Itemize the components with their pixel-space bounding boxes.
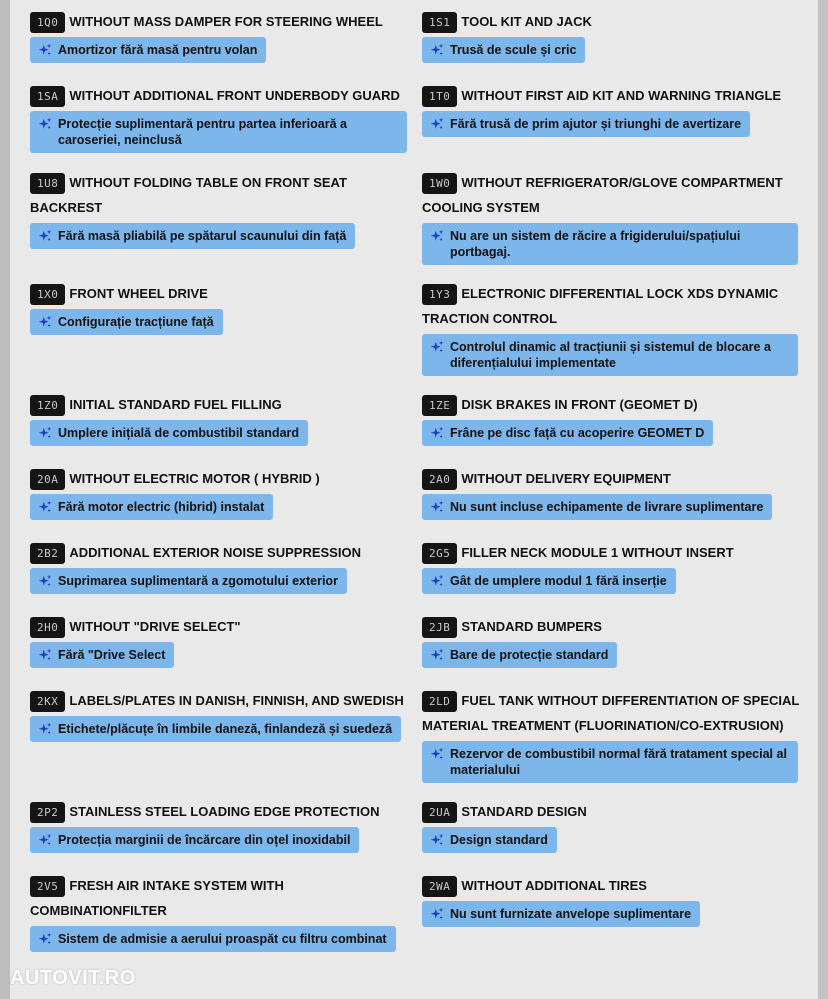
option-title: STANDARD BUMPERS — [461, 619, 602, 634]
option-code: 2G5 — [422, 543, 457, 564]
equipment-item-2ua — [422, 799, 802, 853]
option-title: FRONT WHEEL DRIVE — [69, 286, 208, 301]
sparkle-icon — [430, 340, 444, 354]
sparkle-icon — [38, 574, 52, 588]
equipment-item-2wa — [422, 873, 802, 927]
option-description: Fără motor electric (hibrid) instalat — [30, 494, 273, 520]
sparkle-icon — [38, 500, 52, 514]
sparkle-icon — [430, 747, 444, 761]
equipment-item-2ld — [422, 688, 802, 783]
equipment-item-2v5 — [30, 873, 410, 952]
option-description: Configurație tracțiune față — [30, 309, 223, 335]
equipment-item-2a0 — [422, 466, 802, 520]
option-code: 2B2 — [30, 543, 65, 564]
option-title: WITHOUT MASS DAMPER FOR STEERING WHEEL — [69, 14, 383, 29]
option-code: 2WA — [422, 876, 457, 897]
sparkle-icon — [38, 43, 52, 57]
option-title: WITHOUT DELIVERY EQUIPMENT — [461, 471, 671, 486]
equipment-item-2h0 — [30, 614, 410, 668]
sparkle-icon — [430, 43, 444, 57]
option-code: 1T0 — [422, 86, 457, 107]
equipment-item-2p2 — [30, 799, 410, 853]
option-description: Protecția marginii de încărcare din oțel inoxidabil — [30, 827, 359, 853]
equipment-item-1q0 — [30, 9, 410, 63]
option-title: TOOL KIT AND JACK — [461, 14, 592, 29]
option-title: WITHOUT ADDITIONAL TIRES — [461, 878, 647, 893]
equipment-item-1u8 — [30, 170, 410, 249]
option-title: WITHOUT FIRST AID KIT AND WARNING TRIANGLE — [461, 88, 782, 103]
sparkle-icon — [38, 229, 52, 243]
option-description: Design standard — [422, 827, 557, 853]
option-description: Rezervor de combustibil normal fără tratament special al materialului — [422, 741, 798, 783]
option-code: 2P2 — [30, 802, 65, 823]
option-description: Suprimarea suplimentară a zgomotului exterior — [30, 568, 347, 594]
option-title: WITHOUT REFRIGERATOR/GLOVE COMPARTMENT COOLING SYSTEM — [422, 175, 783, 215]
option-title: LABELS/PLATES IN DANISH, FINNISH, AND SWEDISH — [69, 693, 404, 708]
option-description: Controlul dinamic al tracțiunii și sistemul de blocare a diferențialului implementate — [422, 334, 798, 376]
option-code: 20A — [30, 469, 65, 490]
option-description: Amortizor fără masă pentru volan — [30, 37, 266, 63]
option-description: Frâne pe disc față cu acoperire GEOMET D — [422, 420, 713, 446]
sparkle-icon — [430, 574, 444, 588]
option-title: DISK BRAKES IN FRONT (GEOMET D) — [461, 397, 698, 412]
option-description: Trusă de scule și cric — [422, 37, 585, 63]
equipment-item-20a — [30, 466, 410, 520]
option-code: 1ZE — [422, 395, 457, 416]
option-title: INITIAL STANDARD FUEL FILLING — [69, 397, 282, 412]
equipment-item-2jb — [422, 614, 802, 668]
option-title: WITHOUT FOLDING TABLE ON FRONT SEAT BACKREST — [30, 175, 347, 215]
option-title: WITHOUT ADDITIONAL FRONT UNDERBODY GUARD — [69, 88, 400, 103]
option-description: Nu are un sistem de răcire a frigiderului/spațiului portbagaj. — [422, 223, 798, 265]
sparkle-icon — [430, 833, 444, 847]
option-code: 2JB — [422, 617, 457, 638]
sparkle-icon — [430, 117, 444, 131]
sparkle-icon — [38, 117, 52, 131]
option-description: Protecție suplimentară pentru partea inferioară a caroseriei, neinclusă — [30, 111, 407, 153]
right-frame-border — [818, 0, 828, 999]
option-title: WITHOUT "DRIVE SELECT" — [69, 619, 241, 634]
option-code: 2LD — [422, 691, 457, 712]
equipment-item-2g5 — [422, 540, 802, 594]
sparkle-icon — [430, 907, 444, 921]
option-code: 1X0 — [30, 284, 65, 305]
option-title: FILLER NECK MODULE 1 WITHOUT INSERT — [461, 545, 734, 560]
option-code: 1Y3 — [422, 284, 457, 305]
equipment-item-1ze — [422, 392, 802, 446]
sparkle-icon — [430, 426, 444, 440]
equipment-item-2kx — [30, 688, 410, 742]
option-code: 1SA — [30, 86, 65, 107]
equipment-item-1s1 — [422, 9, 802, 63]
option-code: 1Q0 — [30, 12, 65, 33]
sparkle-icon — [430, 229, 444, 243]
option-description: Bare de protecție standard — [422, 642, 617, 668]
sparkle-icon — [430, 648, 444, 662]
option-title: WITHOUT ELECTRIC MOTOR ( HYBRID ) — [69, 471, 320, 486]
option-description: Fără masă pliabilă pe spătarul scaunului din față — [30, 223, 355, 249]
autovit-watermark: AUTOVIT.RO — [10, 967, 136, 989]
sparkle-icon — [38, 833, 52, 847]
option-code: 1S1 — [422, 12, 457, 33]
sparkle-icon — [38, 426, 52, 440]
equipment-item-2b2 — [30, 540, 410, 594]
sparkle-icon — [430, 500, 444, 514]
left-frame-border — [0, 0, 10, 999]
option-code: 2H0 — [30, 617, 65, 638]
option-description: Nu sunt furnizate anvelope suplimentare — [422, 901, 700, 927]
sparkle-icon — [38, 648, 52, 662]
option-title: STANDARD DESIGN — [461, 804, 587, 819]
option-code: 2UA — [422, 802, 457, 823]
sparkle-icon — [38, 932, 52, 946]
equipment-item-1z0 — [30, 392, 410, 446]
option-description: Fără "Drive Select — [30, 642, 174, 668]
option-title: FRESH AIR INTAKE SYSTEM WITH COMBINATIONFILTER — [30, 878, 284, 918]
option-description: Sistem de admisie a aerului proaspăt cu filtru combinat — [30, 926, 396, 952]
option-code: 2V5 — [30, 876, 65, 897]
equipment-item-1y3 — [422, 281, 802, 376]
option-code: 1Z0 — [30, 395, 65, 416]
option-description: Umplere inițială de combustibil standard — [30, 420, 308, 446]
option-title: STAINLESS STEEL LOADING EDGE PROTECTION — [69, 804, 380, 819]
option-code: 1W0 — [422, 173, 457, 194]
option-title: ADDITIONAL EXTERIOR NOISE SUPPRESSION — [69, 545, 361, 560]
option-title: FUEL TANK WITHOUT DIFFERENTIATION OF SPECIAL MATERIAL TREATMENT (FLUORINATION/CO-EXTRUSION) — [422, 693, 800, 733]
option-description: Nu sunt incluse echipamente de livrare suplimentare — [422, 494, 772, 520]
option-code: 2A0 — [422, 469, 457, 490]
option-code: 1U8 — [30, 173, 65, 194]
option-description: Gât de umplere modul 1 fără inserție — [422, 568, 676, 594]
option-description: Etichete/plăcuțe în limbile daneză, finlandeză și suedeză — [30, 716, 401, 742]
equipment-item-1x0 — [30, 281, 410, 335]
option-description: Fără trusă de prim ajutor și triunghi de avertizare — [422, 111, 750, 137]
option-title: ELECTRONIC DIFFERENTIAL LOCK XDS DYNAMIC TRACTION CONTROL — [422, 286, 779, 326]
sparkle-icon — [38, 722, 52, 736]
equipment-item-1t0 — [422, 83, 802, 137]
equipment-item-1sa — [30, 83, 410, 153]
option-code: 2KX — [30, 691, 65, 712]
sparkle-icon — [38, 315, 52, 329]
equipment-item-1w0 — [422, 170, 802, 265]
